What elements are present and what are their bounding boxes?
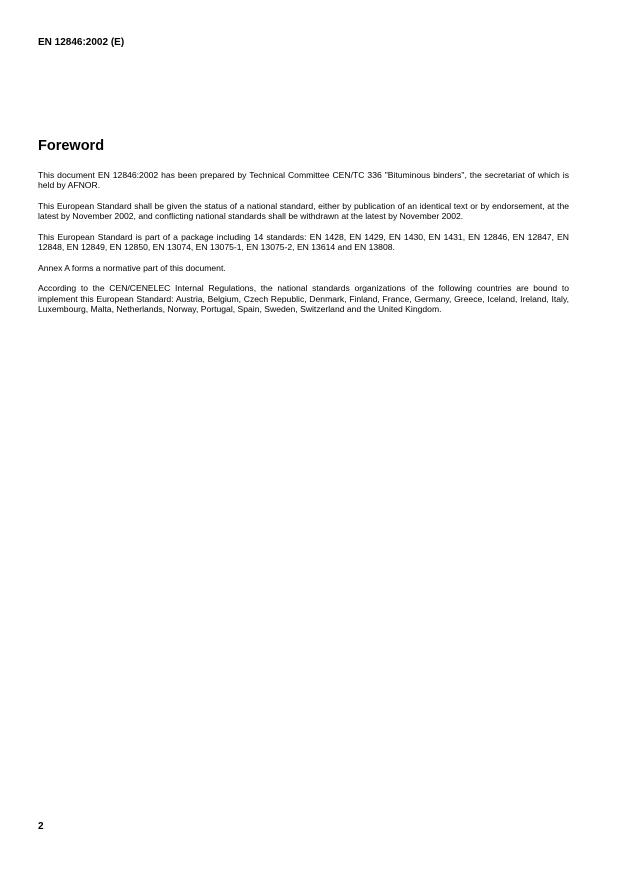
paragraph-annex: Annex A forms a normative part of this document.	[38, 262, 226, 273]
page-number: 2	[38, 821, 44, 832]
foreword-body	[38, 170, 569, 324]
paragraph-preparation: This document EN 12846:2002 has been prepared by Technical Committee CEN/TC 336 "Bituminous binders", the secretariat of which is held by AFNOR.	[38, 170, 569, 191]
foreword-heading: Foreword	[38, 138, 105, 154]
paragraph-regulations: According to the CEN/CENELEC Internal Regulations, the national standards organizations of the following countries are bound to implement this European Standard: Austria, Belgium, Czech Republic, Denmark, Finland, France, Germany, Greece, Iceland, Ireland, Italy, Luxembourg, Malta, Netherlands, Norway, Portugal, Spain, Sweden, Switzerland and the United Kingdom.	[38, 283, 569, 314]
paragraph-package: This European Standard is part of a package including 14 standards: EN 1428, EN 1429, EN 1430, EN 1431, EN 12846, EN 12847, EN 12848, EN 12849, EN 12850, EN 13074, EN 13075-1, EN 13075-2, EN 13614 and EN 13808.	[38, 231, 569, 253]
document-identifier: EN 12846:2002 (E)	[38, 37, 125, 48]
paragraph-status: This European Standard shall be given the status of a national standard, either by publication of an identical text or by endorsement, at the latest by November 2002, and conflicting national standards shall be withdrawn at the latest by November 2002.	[38, 200, 569, 222]
